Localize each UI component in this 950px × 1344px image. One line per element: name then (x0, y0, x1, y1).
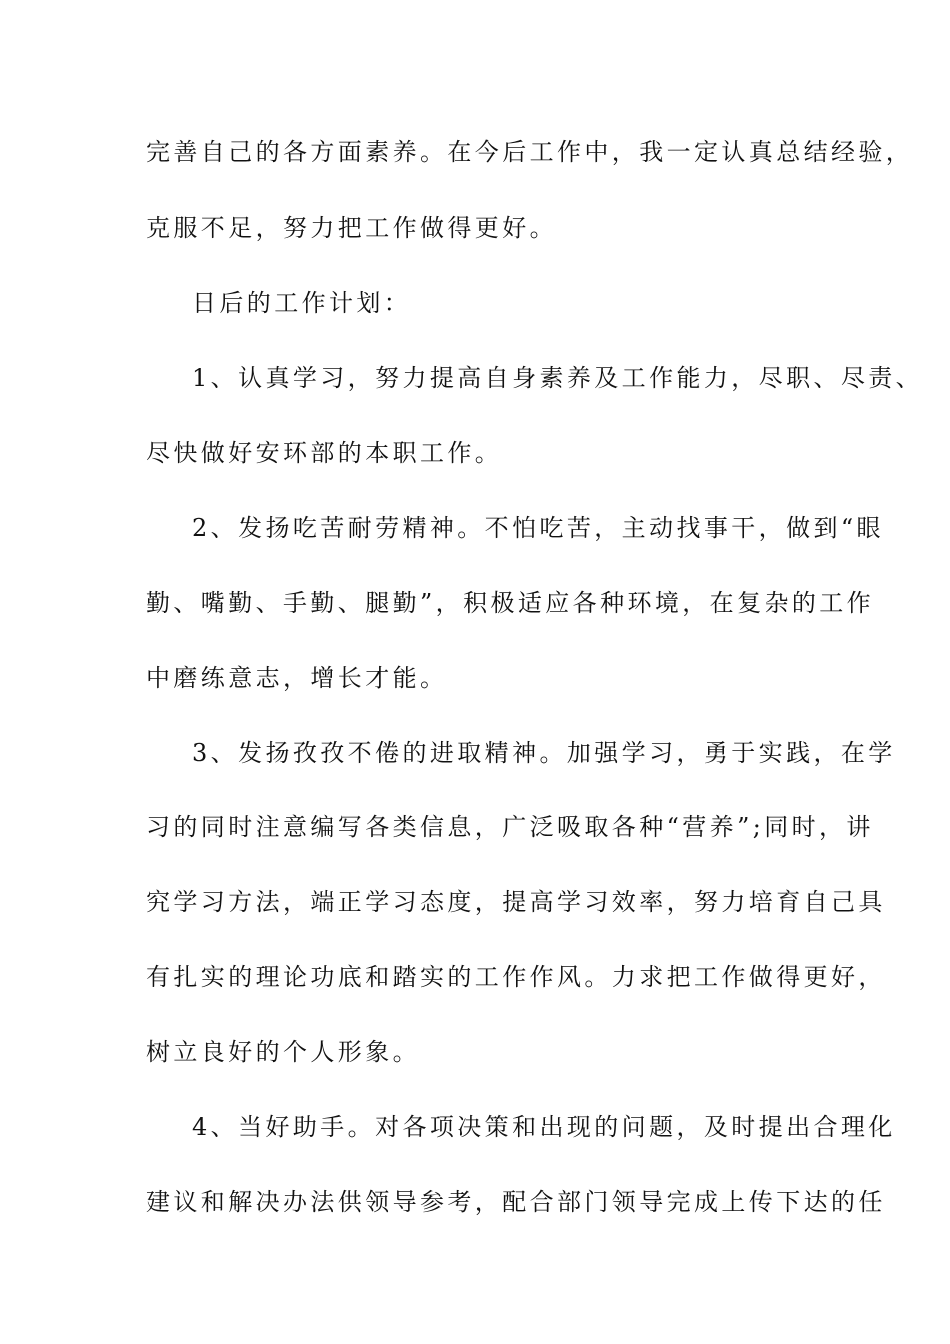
list-item-3-line: 习的同时注意编写各类信息，广泛吸取各种“营养”;同时，讲 (146, 813, 874, 841)
list-item-3-line: 究学习方法，端正学习态度，提高学习效率，努力培育自己具 (146, 888, 886, 916)
list-item-1-line: 1、认真学习，努力提高自身素养及工作能力，尽职、尽责、 (192, 364, 924, 392)
list-item-3-line: 3、发扬孜孜不倦的进取精神。加强学习，勇于实践，在学 (192, 739, 896, 767)
list-item-4-line: 4、当好助手。对各项决策和出现的问题，及时提出合理化 (192, 1113, 896, 1141)
text-line: 克服不足，努力把工作做得更好。 (146, 214, 557, 242)
list-item-1-line: 尽快做好安环部的本职工作。 (146, 439, 503, 467)
list-item-2-line: 勤、嘴勤、手勤、腿勤”，积极适应各种环境，在复杂的工作 (146, 589, 875, 617)
section-heading: 日后的工作计划： (192, 289, 412, 317)
list-item-3-line: 有扎实的理论功底和踏实的工作作风。力求把工作做得更好， (146, 963, 886, 991)
list-item-2-line: 2、发扬吃苦耐劳精神。不怕吃苦，主动找事干，做到“眼 (192, 514, 884, 542)
list-item-3-line: 树立良好的个人形象。 (146, 1038, 420, 1066)
list-item-2-line: 中磨练意志，增长才能。 (146, 664, 448, 692)
text-line: 完善自己的各方面素养。在今后工作中，我一定认真总结经验， (146, 138, 914, 166)
list-item-4-line: 建议和解决办法供领导参考，配合部门领导完成上传下达的任 (146, 1188, 886, 1216)
